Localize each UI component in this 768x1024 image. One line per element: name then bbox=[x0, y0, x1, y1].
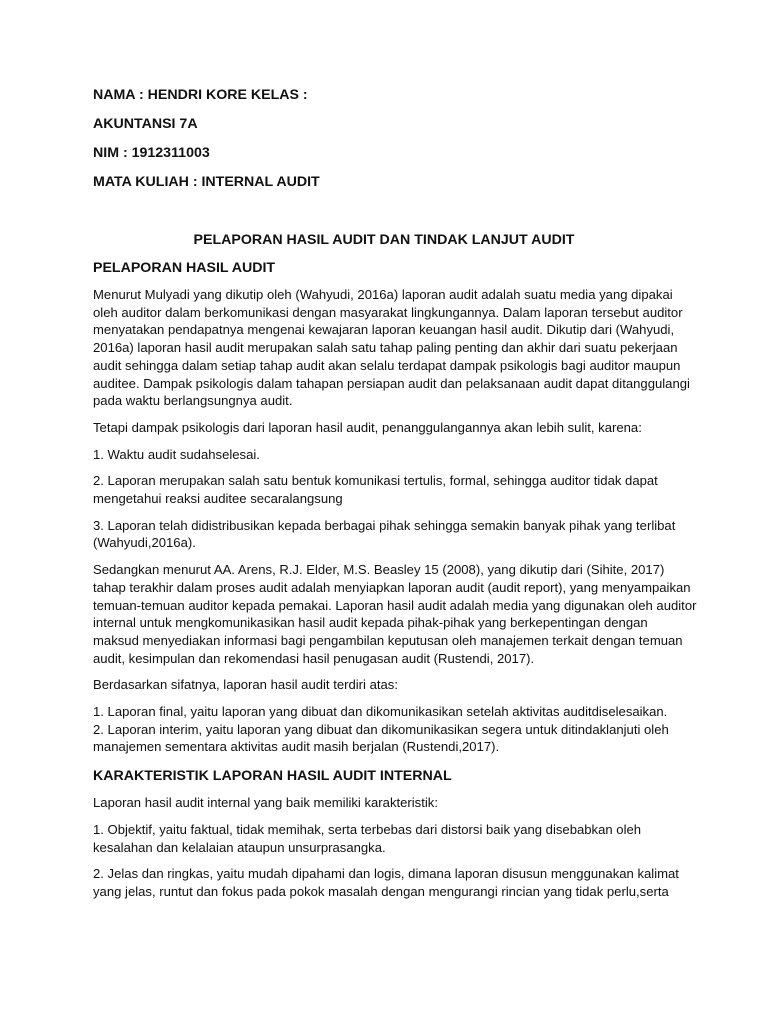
paragraph: Sedangkan menurut AA. Arens, R.J. Elder, M.S. Beasley 15 (2008), yang dikutip dari (Sihite, 2017) tahap terakhir dalam proses audit adalah menyiapkan laporan audit (audit report), yang menyampaikan temuan-temuan auditor kepada pemakai. Laporan hasil audit adalah media yang digunakan oleh auditor internal untuk mengkomunikasikan hasil audit kepada pihak-pihak yang berkepentingan dengan maksud menyediakan informasi bagi pengambilan keputusan oleh manajemen terkait dengan temuan audit, kesimpulan dan rekomendasi hasil penugasan audit (Rustendi, 2017). bbox=[93, 562, 697, 666]
paragraph: Menurut Mulyadi yang dikutip oleh (Wahyudi, 2016a) laporan audit adalah suatu media yang dipakai oleh auditor dalam berkomunikasi dengan masyarakat lingkungannya. Dalam laporan tersebut auditor menyatakan pendapatnya mengenai kewajaran laporan keuangan hasil audit. Dikutip dari (Wahyudi, 2016a) laporan hasil audit merupakan salah satu tahap paling penting dan akhir dari suatu pekerjaan audit sehingga dalam setiap tahap audit akan selalu terdapat dampak psikologis bagi auditor maupun auditee. Dampak psikologis dalam tahapan persiapan audit dan pelaksanaan audit dapat ditanggulangi pada waktu berlangsungnya audit. bbox=[93, 287, 690, 409]
list-item: 1. Objektif, yaitu faktual, tidak memihak, serta terbebas dari distorsi baik yang disebabkan oleh kesalahan dan kelalaian ataupun unsurprasangka. bbox=[93, 821, 642, 855]
student-info bbox=[93, 86, 320, 202]
list-item: 1. Laporan final, yaitu laporan yang dibuat dan dikomunikasikan setelah aktivitas auditdiselesaikan. bbox=[93, 704, 668, 720]
paragraph: Laporan hasil audit internal yang baik memiliki karakteristik: bbox=[93, 795, 438, 811]
document-title: PELAPORAN HASIL AUDIT DAN TINDAK LANJUT AUDIT bbox=[193, 232, 575, 248]
list-item: 3. Laporan telah didistribusikan kepada berbagai pihak sehingga semakin banyak pihak yang terlibat (Wahyudi,2016a). bbox=[93, 517, 676, 551]
document-body bbox=[93, 259, 697, 910]
paragraph: Berdasarkan sifatnya, laporan hasil audit terdiri atas: bbox=[93, 677, 398, 693]
section-heading-pelaporan: PELAPORAN HASIL AUDIT bbox=[93, 260, 276, 276]
list-item: 2. Jelas dan ringkas, yaitu mudah dipahami dan logis, dimana laporan disusun menggunakan kalimat yang jelas, runtut dan fokus pada pokok masalah dengan mengurangi rincian yang tidak perlu,serta bbox=[93, 866, 679, 899]
section-heading-karakteristik: KARAKTERISTIK LAPORAN HASIL AUDIT INTERNAL bbox=[93, 768, 452, 785]
paragraph: Tetapi dampak psikologis dari laporan hasil audit, penanggulangannya akan lebih sulit, karena: bbox=[93, 419, 642, 435]
course-line: MATA KULIAH : INTERNAL AUDIT bbox=[93, 174, 320, 190]
list-item: 2. Laporan merupakan salah satu bentuk komunikasi tertulis, formal, sehingga auditor tidak dapat mengetahui reaksi auditee secaralangsung bbox=[93, 473, 658, 507]
student-name-line: NAMA : HENDRI KORE KELAS : bbox=[93, 87, 308, 103]
student-nim-line: NIM : 1912311003 bbox=[93, 145, 210, 161]
list-item: 1. Waktu audit sudahselesai. bbox=[93, 446, 260, 462]
student-class-line: AKUNTANSI 7A bbox=[93, 116, 198, 132]
list-item: 2. Laporan interim, yaitu laporan yang dibuat dan dikomunikasikan segera untuk ditindaklanjuti oleh manajemen sementara aktivitas audit masih berjalan (Rustendi,2017). bbox=[93, 721, 669, 755]
